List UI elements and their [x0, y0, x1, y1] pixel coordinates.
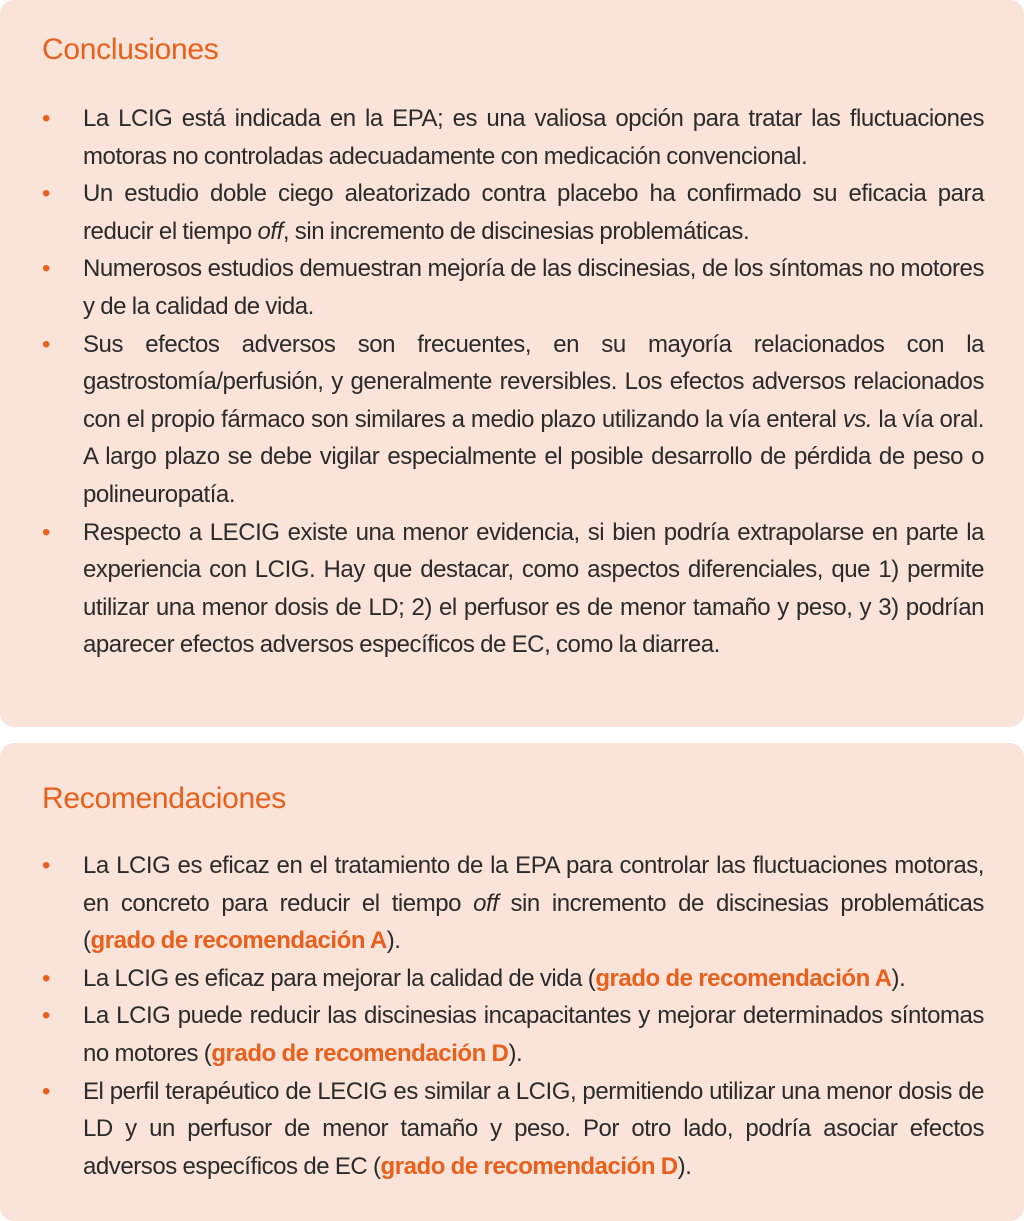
item-text: Numerosos estudios demuestran mejoría de las discinesias, de los síntomas no motores y de la calidad de vida. — [83, 255, 984, 320]
item-text: ). — [891, 964, 906, 992]
list-item — [42, 326, 984, 514]
item-text: La LCIG está indicada en la EPA; es una valiosa opción para tratar las fluctuaciones motoras no controladas adecuadamente con medicación convencional. — [83, 105, 984, 170]
item-text: sin incremento de discinesias problemáticas ( — [83, 889, 984, 955]
recomendaciones-box — [0, 743, 1024, 1221]
list-item — [42, 514, 984, 664]
item-text: La LCIG es eficaz para mejorar la calidad de vida ( — [83, 964, 596, 992]
item-italic-term: off — [473, 889, 499, 917]
list-item — [42, 997, 984, 1072]
recommendation-grade: grado de recomendación A — [90, 927, 387, 955]
list-item — [42, 847, 984, 960]
recommendation-grade: grado de recomendación A — [595, 964, 892, 992]
recomendaciones-title: Recomendaciones — [42, 782, 286, 815]
item-text: Sus efectos adversos son frecuentes, en su mayoría relacionados con la gastrostomía/perfusión, y generalmente reversibles. Los efectos adversos relacionados con el propio fármaco son similares a medio plazo utilizando la vía enteral — [83, 330, 984, 433]
bullet-icon: • — [42, 1077, 50, 1105]
item-text: ). — [386, 927, 401, 955]
item-text: Respecto a LECIG existe una menor evidencia, si bien podría extrapolarse en parte la experiencia con LCIG. Hay que destacar, como aspectos diferenciales, que 1) permite utilizar una menor dosis de LD; 2) el perfusor es de menor tamaño y peso, y 3) podrían aparecer efectos adversos específicos de EC, como la diarrea. — [83, 518, 984, 659]
item-text: ). — [677, 1152, 692, 1180]
bullet-icon: • — [42, 852, 50, 879]
list-item — [42, 175, 984, 250]
item-text: La LCIG es eficaz en el tratamiento de la EPA para controlar las fluctuaciones motoras, en concreto para reducir el tiempo — [83, 852, 984, 917]
bullet-icon: • — [42, 330, 50, 358]
item-text: Un estudio doble ciego aleatorizado contra placebo ha confirmado su eficacia para reducir el tiempo — [83, 180, 984, 245]
bullet-icon: • — [42, 180, 50, 208]
bullet-icon: • — [42, 518, 50, 546]
conclusiones-title: Conclusiones — [42, 33, 219, 66]
recommendation-grade: grado de recomendación D — [211, 1039, 509, 1067]
item-text: El perfil terapéutico de LECIG es similar a LCIG, permitiendo utilizar una menor dosis de LD y un perfusor de menor tamaño y peso. Por otro lado, podría asociar efectos adversos específicos de EC ( — [83, 1077, 984, 1180]
conclusiones-list — [42, 100, 984, 664]
bullet-icon: • — [42, 105, 50, 132]
bullet-icon: • — [42, 255, 50, 283]
item-text: la vía oral. A largo plazo se debe vigilar especialmente el posible desarrollo de pérdida de peso o polineuropatía. — [83, 405, 984, 508]
item-text: ). — [508, 1039, 523, 1067]
item-italic-term: vs. — [842, 405, 873, 433]
recomendaciones-list — [42, 847, 984, 1185]
item-italic-term: off — [257, 217, 283, 245]
recommendation-grade: grado de recomendación D — [380, 1152, 678, 1180]
list-item — [42, 1073, 984, 1186]
list-item — [42, 250, 984, 325]
list-item — [42, 960, 984, 998]
bullet-icon: • — [42, 1002, 50, 1030]
item-text: , sin incremento de discinesias problemáticas. — [282, 217, 750, 245]
bullet-icon: • — [42, 964, 50, 992]
item-text: La LCIG puede reducir las discinesias incapacitantes y mejorar determinados síntomas no motores ( — [83, 1002, 984, 1067]
list-item — [42, 100, 984, 175]
